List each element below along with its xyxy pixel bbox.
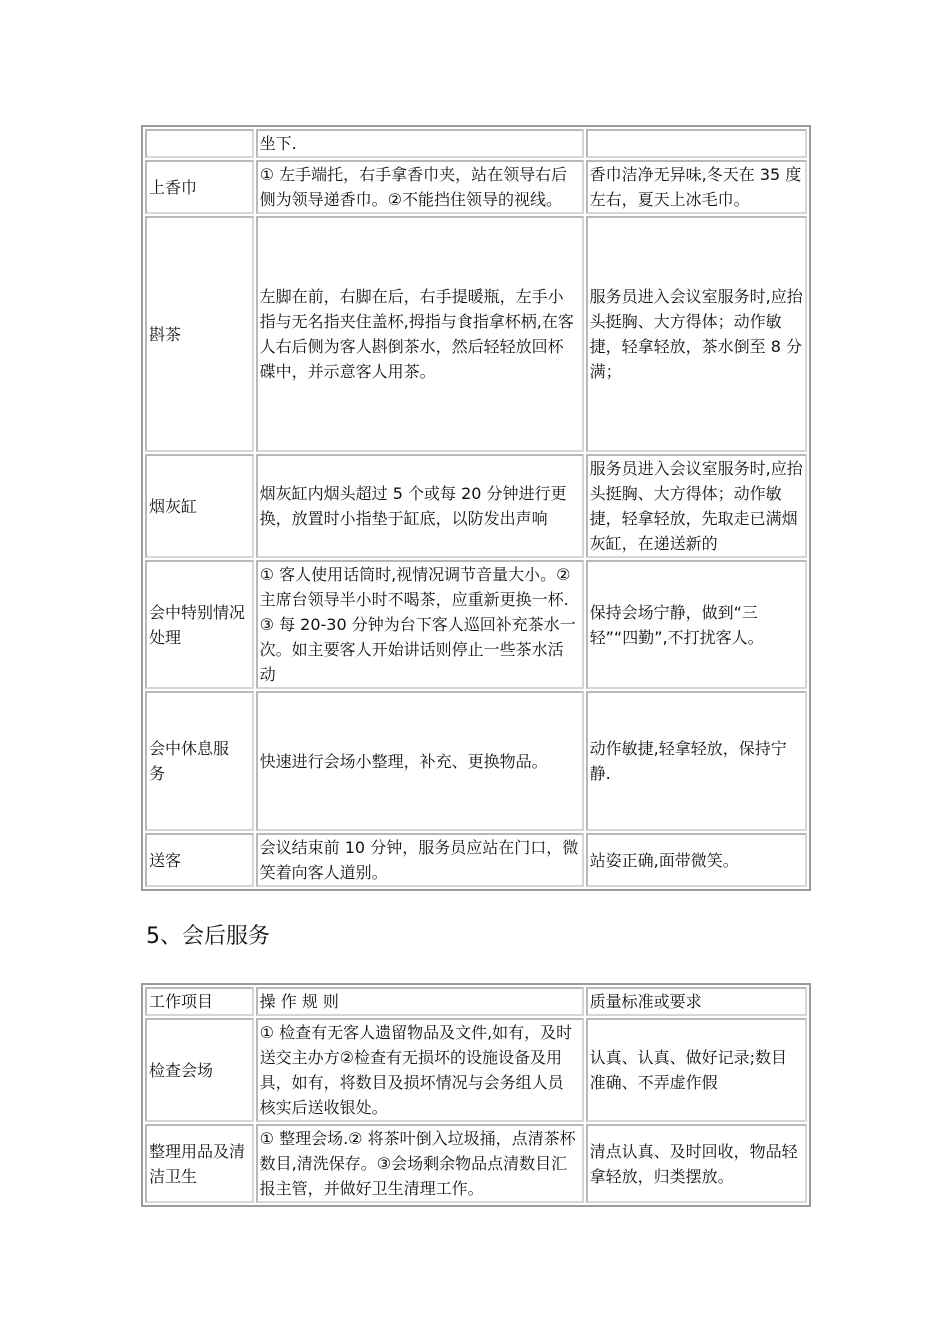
procedure-cell: ① 左手端托，右手拿香巾夹，站在领导右后侧为领导递香巾。②不能挡住领导的视线。 bbox=[256, 160, 584, 214]
table-header-row bbox=[145, 987, 807, 1016]
item-cell: 整理用品及清洁卫生 bbox=[145, 1124, 254, 1203]
procedure-cell: 快速进行会场小整理，补充、更换物品。 bbox=[256, 691, 584, 831]
table-row bbox=[145, 1018, 807, 1122]
item-cell bbox=[145, 129, 254, 158]
service-table-continued bbox=[141, 125, 811, 891]
table-row bbox=[145, 691, 807, 831]
table-row bbox=[145, 560, 807, 689]
item-cell: 烟灰缸 bbox=[145, 454, 254, 558]
standard-cell: 服务员进入会议室服务时,应抬头挺胸、大方得体；动作敏捷，轻拿轻放，先取走已满烟灰缸，在递送新的 bbox=[586, 454, 807, 558]
table-row bbox=[145, 833, 807, 887]
procedure-cell: 坐下. bbox=[256, 129, 584, 158]
item-cell: 上香巾 bbox=[145, 160, 254, 214]
header-item: 工作项目 bbox=[145, 987, 254, 1016]
item-cell: 会中休息服 务 bbox=[145, 691, 254, 831]
standard-cell: 站姿正确,面带微笑。 bbox=[586, 833, 807, 887]
section-heading: 5、会后服务 bbox=[146, 924, 270, 949]
item-cell: 会中特别情况处理 bbox=[145, 560, 254, 689]
table-row bbox=[145, 454, 807, 558]
procedure-cell: ① 整理会场.② 将茶叶倒入垃圾捅，点清茶杯数目,清洗保存。③会场剩余物品点清数目汇报主管，并做好卫生清理工作。 bbox=[256, 1124, 584, 1203]
standard-cell: 认真、认真、做好记录;数目准确、不弄虚作假 bbox=[586, 1018, 807, 1122]
item-cell: 斟茶 bbox=[145, 216, 254, 452]
standard-cell: 服务员进入会议室服务时,应抬头挺胸、大方得体；动作敏捷，轻拿轻放，茶水倒至 8 分满； bbox=[586, 216, 807, 452]
procedure-cell: 左脚在前，右脚在后，右手提暖瓶，左手小指与无名指夹住盖杯,拇指与食指拿杯柄,在客人右后侧为客人斟倒茶水，然后轻轻放回杯碟中，并示意客人用茶。 bbox=[256, 216, 584, 452]
standard-cell bbox=[586, 129, 807, 158]
header-standard: 质量标准或要求 bbox=[586, 987, 807, 1016]
table-row bbox=[145, 129, 807, 158]
procedure-cell: ① 检查有无客人遗留物品及文件,如有，及时送交主办方②检查有无损坏的设施设备及用具，如有，将数目及损坏情况与会务组人员核实后送收银处。 bbox=[256, 1018, 584, 1122]
standard-cell: 动作敏捷,轻拿轻放，保持宁静. bbox=[586, 691, 807, 831]
standard-cell: 清点认真、及时回收，物品轻拿轻放，归类摆放。 bbox=[586, 1124, 807, 1203]
standard-cell: 保持会场宁静，做到“三轻”“四勤”,不打扰客人。 bbox=[586, 560, 807, 689]
procedure-cell: 烟灰缸内烟头超过 5 个或每 20 分钟进行更换，放置时小指垫于缸底，以防发出声响 bbox=[256, 454, 584, 558]
procedure-cell: 会议结束前 10 分钟，服务员应站在门口，微笑着向客人道别。 bbox=[256, 833, 584, 887]
table-row bbox=[145, 160, 807, 214]
standard-cell: 香巾洁净无异味,冬天在 35 度左右，夏天上冰毛巾。 bbox=[586, 160, 807, 214]
item-cell: 送客 bbox=[145, 833, 254, 887]
table-row bbox=[145, 216, 807, 452]
post-meeting-service-table bbox=[141, 983, 811, 1207]
procedure-cell: ① 客人使用话筒时,视情况调节音量大小。②主席台领导半小时不喝茶，应重新更换一杯.③ 每 20-30 分钟为台下客人巡回补充茶水一次。如主要客人开始讲话则停止一些茶水活动 bbox=[256, 560, 584, 689]
item-cell: 检查会场 bbox=[145, 1018, 254, 1122]
table-row bbox=[145, 1124, 807, 1203]
header-procedure: 操 作 规 则 bbox=[256, 987, 584, 1016]
